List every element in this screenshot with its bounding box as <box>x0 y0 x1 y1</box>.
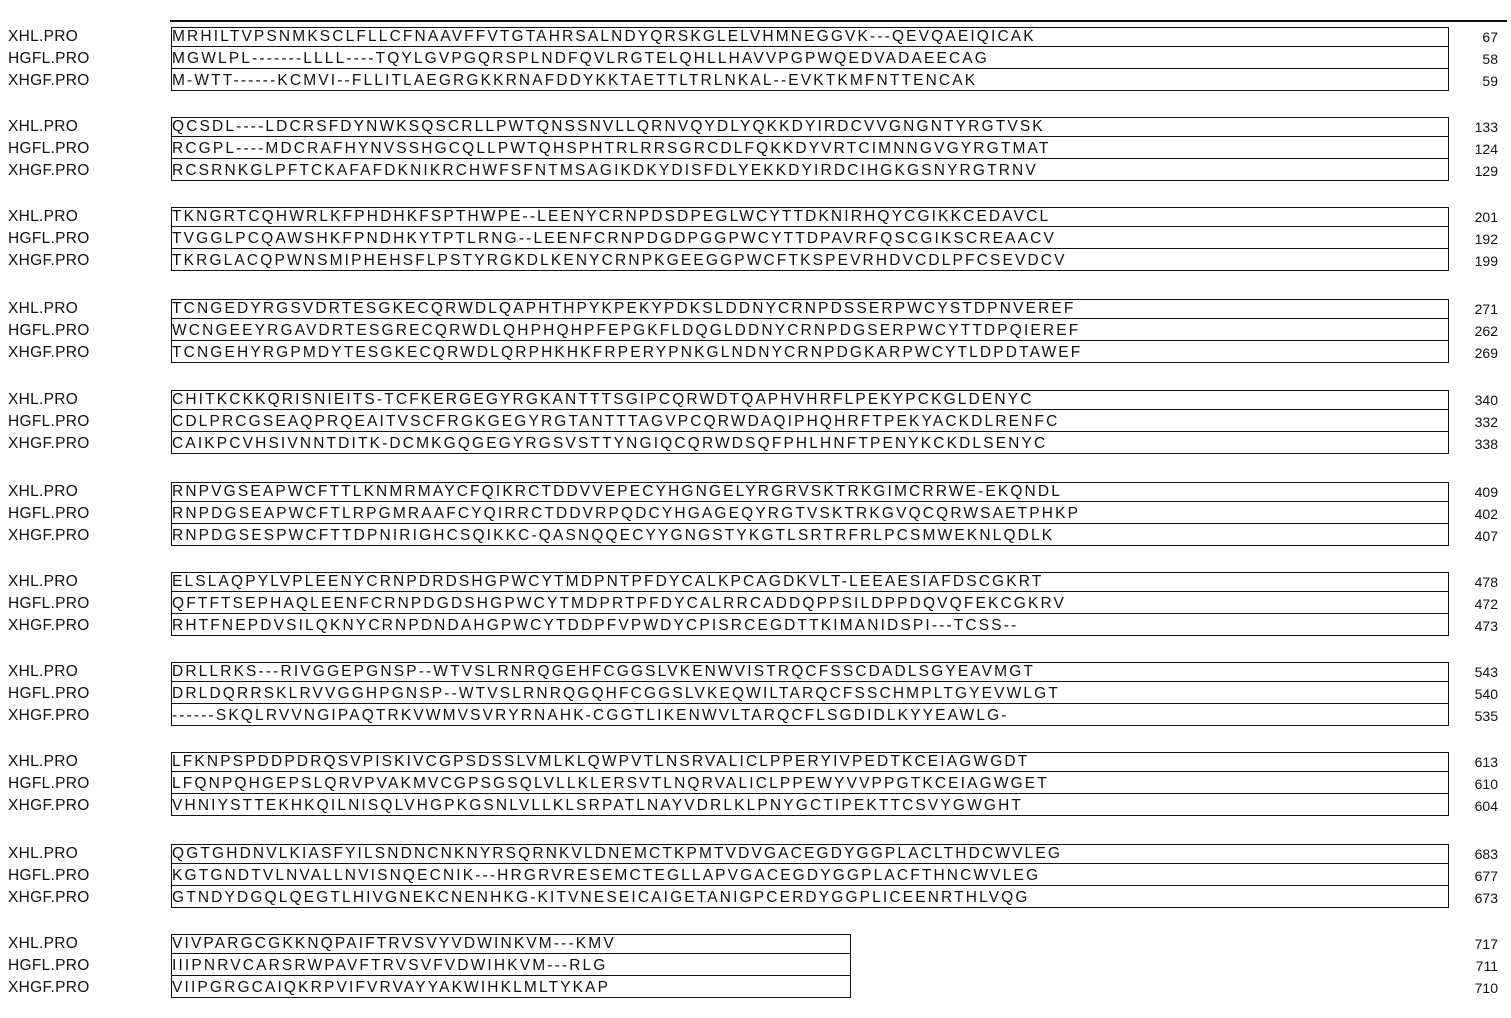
sequence-name: XHL.PRO <box>8 573 79 590</box>
alignment-block <box>0 389 1511 459</box>
sequence-residues: MGWLPL-------LLLL----TQYLGVPGQRSPLNDFQVLRGTELQHLLHAVVPGPWQEDVADAEECAG <box>172 50 989 67</box>
residue-end-number: 129 <box>1474 163 1498 179</box>
residue-end-number: 59 <box>1482 73 1498 89</box>
alignment-row-xhl <box>0 933 1511 955</box>
sequence-name: XHGF.PRO <box>8 344 90 361</box>
sequence-name: XHL.PRO <box>8 753 79 770</box>
sequence-residues: RNPDGSESPWCFTTDPNIRIGHCSQIKKC-QASNQQECYYGNGSTYKGTLSRTRFRLPCSMWEKNLQDLK <box>172 527 1055 544</box>
residue-end-number: 683 <box>1474 846 1498 862</box>
sequence-residues: RHTFNEPDVSILQKNYCRNPDNDAHGPWCYTDDPFVPWDYCPISRCEGDTTKIMANIDSPI---TCSS-- <box>172 617 1019 634</box>
alignment-row-xhgf <box>0 795 1511 817</box>
residue-end-number: 271 <box>1474 301 1498 317</box>
sequence-residues: ELSLAQPYLVPLEENYCRNPDRDSHGPWCYTMDPNTPFDYCALKPCAGDKVLT-LEEAESIAFDSCGKRT <box>172 573 1044 590</box>
sequence-name: HGFL.PRO <box>8 230 90 247</box>
alignment-row-hgfl <box>0 411 1511 433</box>
residue-end-number: 717 <box>1474 936 1498 952</box>
residue-end-number: 711 <box>1475 958 1498 974</box>
sequence-residues: VIVPARGCGKKNQPAIFTRVSVYVDWINKVM---KMV <box>172 935 616 952</box>
residue-end-number: 472 <box>1474 596 1498 612</box>
alignment-row-xhl <box>0 571 1511 593</box>
sequence-residues: TKNGRTCQHWRLKFPHDHKFSPTHWPE--LEENYCRNPDSDPEGLWCYTTDKNIRHQYCGIKKCEDAVCL <box>172 208 1051 225</box>
alignment-block <box>0 206 1511 276</box>
sequence-name: HGFL.PRO <box>8 595 90 612</box>
residue-end-number: 473 <box>1474 618 1498 634</box>
alignment-row-hgfl <box>0 320 1511 342</box>
residue-end-number: 673 <box>1474 890 1498 906</box>
residue-end-number: 67 <box>1482 29 1498 45</box>
sequence-name: XHL.PRO <box>8 663 79 680</box>
alignment-row-xhl <box>0 26 1511 48</box>
residue-end-number: 58 <box>1482 51 1498 67</box>
residue-end-number: 201 <box>1474 209 1498 225</box>
alignment-row-xhl <box>0 843 1511 865</box>
residue-end-number: 199 <box>1474 253 1498 269</box>
alignment-block <box>0 933 1511 1003</box>
sequence-name: HGFL.PRO <box>8 413 90 430</box>
sequence-name: XHL.PRO <box>8 28 79 45</box>
residue-end-number: 269 <box>1474 345 1498 361</box>
sequence-residues: QGTGHDNVLKIASFYILSNDNCNKNYRSQRNKVLDNEMCTKPMTVDVGACEGDYGGPLACLTHDCWVLEG <box>172 845 1063 862</box>
sequence-name: XHGF.PRO <box>8 979 90 996</box>
alignment-block <box>0 26 1511 96</box>
alignment-row-xhl <box>0 481 1511 503</box>
alignment-row-xhl <box>0 116 1511 138</box>
sequence-name: XHGF.PRO <box>8 617 90 634</box>
alignment-row-xhl <box>0 661 1511 683</box>
sequence-residues: RCSRNKGLPFTCKAFAFDKNIKRCHWFSFNTMSAGIKDKYDISFDLYEKKDYIRDCIHGKGSNYRGTRNV <box>172 162 1038 179</box>
sequence-name: XHL.PRO <box>8 483 79 500</box>
sequence-residues: MRHILTVPSNMKSCLFLLCFNAAVFFVTGTAHRSALNDYQRSKGLELVHMNEGGVK---QEVQAEIQICAK <box>172 28 1036 45</box>
residue-end-number: 407 <box>1474 528 1498 544</box>
sequence-name: XHGF.PRO <box>8 435 90 452</box>
sequence-residues: GTNDYDGQLQEGTLHIVGNEKCNENHKG-KITVNESEICAIGETANIGPCERDYGGPLICEENRTHLVQG <box>172 889 1030 906</box>
alignment-row-xhgf <box>0 70 1511 92</box>
sequence-residues: KGTGNDTVLNVALLNVISNQECNIK---HRGRVRESEMCTEGLLAPVGACEGDYGGPLACFTHNCWVLEG <box>172 867 1041 884</box>
residue-end-number: 478 <box>1474 574 1498 590</box>
alignment-block <box>0 298 1511 368</box>
residue-end-number: 540 <box>1474 686 1498 702</box>
residue-end-number: 402 <box>1474 506 1498 522</box>
alignment-row-hgfl <box>0 593 1511 615</box>
sequence-residues: CHITKCKKQRISNIEITS-TCFKERGEGYRGKANTTTSGIPCQRWDTQAPHVHRFLPEKYPCKGLDENYC <box>172 391 1034 408</box>
sequence-name: HGFL.PRO <box>8 867 90 884</box>
sequence-residues: TVGGLPCQAWSHKFPNDHKYTPTLRNG--LEENFCRNPDGDPGGPWCYTTDPAVRFQSCGIKSCREAACV <box>172 230 1056 247</box>
sequence-name: HGFL.PRO <box>8 685 90 702</box>
alignment-row-hgfl <box>0 138 1511 160</box>
sequence-residues: QCSDL----LDCRSFDYNWKSQSCRLLPWTQNSSNVLLQRNVQYDLYQKKDYIRDCVVGNGNTYRGTVSK <box>172 118 1045 135</box>
sequence-name: XHL.PRO <box>8 845 79 862</box>
sequence-residues: TKRGLACQPWNSMIPHEHSFLPSTYRGKDLKENYCRNPKGEEGGPWCFTKSPEVRHDVCDLPFCSEVDCV <box>172 252 1067 269</box>
alignment-row-xhl <box>0 298 1511 320</box>
residue-end-number: 124 <box>1474 141 1498 157</box>
alignment-row-xhgf <box>0 977 1511 999</box>
alignment-block <box>0 661 1511 731</box>
residue-end-number: 340 <box>1474 392 1498 408</box>
sequence-residues: WCNGEEYRGAVDRTESGRECQRWDLQHPHQHPFEPGKFLDQGLDDNYCRNPDGSERPWCYTTDPQIEREF <box>172 322 1081 339</box>
sequence-residues: CDLPRCGSEAQPRQEAITVSCFRGKGEGYRGTANTTTAGVPCQRWDAQIPHQHRFTPEKYACKDLRENFC <box>172 413 1060 430</box>
sequence-residues: LFKNPSPDDPDRQSVPISKIVCGPSDSSLVMLKLQWPVTLNSRVALICLPPERYIVPEDTKCEIAGWGDT <box>172 753 1030 770</box>
alignment-row-hgfl <box>0 683 1511 705</box>
sequence-residues: TCNGEHYRGPMDYTESGKECQRWDLQRPHKHKFRPERYPNKGLNDNYCRNPDGKARPWCYTLDPDTAWEF <box>172 344 1083 361</box>
residue-end-number: 604 <box>1474 798 1498 814</box>
alignment-block <box>0 481 1511 551</box>
alignment-row-xhl <box>0 751 1511 773</box>
residue-end-number: 535 <box>1474 708 1498 724</box>
sequence-name: HGFL.PRO <box>8 957 90 974</box>
residue-end-number: 543 <box>1474 664 1498 680</box>
residue-end-number: 677 <box>1474 868 1498 884</box>
sequence-name: XHL.PRO <box>8 208 79 225</box>
alignment-row-hgfl <box>0 48 1511 70</box>
alignment-block <box>0 571 1511 641</box>
sequence-residues: DRLDQRRSKLRVVGGHPGNSP--WTVSLRNRQGQHFCGGSLVKEQWILTARQCFSSCHMPLTGYEVWLGT <box>172 685 1060 702</box>
sequence-name: XHL.PRO <box>8 935 79 952</box>
alignment-row-xhl <box>0 206 1511 228</box>
sequence-name: HGFL.PRO <box>8 50 90 67</box>
sequence-residues: M-WTT------KCMVI--FLLITLAEGRGKKRNAFDDYKKTAETTLTRLNKAL--EVKTKMFNTTENCAK <box>172 72 978 89</box>
residue-end-number: 338 <box>1474 436 1498 452</box>
sequence-name: HGFL.PRO <box>8 140 90 157</box>
residue-end-number: 133 <box>1474 119 1498 135</box>
sequence-name: XHGF.PRO <box>8 707 90 724</box>
residue-end-number: 332 <box>1474 414 1498 430</box>
residue-end-number: 192 <box>1474 231 1498 247</box>
sequence-name: XHL.PRO <box>8 118 79 135</box>
alignment-row-xhgf <box>0 160 1511 182</box>
sequence-name: XHGF.PRO <box>8 527 90 544</box>
alignment-row-xhgf <box>0 433 1511 455</box>
sequence-name: XHGF.PRO <box>8 162 90 179</box>
sequence-name: HGFL.PRO <box>8 505 90 522</box>
sequence-residues: QFTFTSEPHAQLEENFCRNPDGDSHGPWCYTMDPRTPFDYCALRRCADDQPPSILDPPDQVQFEKCGKRV <box>172 595 1067 612</box>
residue-end-number: 710 <box>1474 980 1498 996</box>
sequence-residues: VHNIYSTTEKHKQILNISQLVHGPKGSNLVLLKLSRPATLNAYVDRLKLPNYGCTIPEKTTCSVYGWGHT <box>172 797 1024 814</box>
alignment-row-xhgf <box>0 705 1511 727</box>
alignment-block <box>0 751 1511 821</box>
alignment-row-xhgf <box>0 342 1511 364</box>
alignment-block <box>0 843 1511 913</box>
sequence-name: XHGF.PRO <box>8 252 90 269</box>
alignment-row-hgfl <box>0 865 1511 887</box>
sequence-name: XHGF.PRO <box>8 797 90 814</box>
alignment-row-xhgf <box>0 615 1511 637</box>
sequence-name: XHGF.PRO <box>8 889 90 906</box>
sequence-residues: VIIPGRGCAIQKRPVIFVRVAYYAKWIHKLMLTYKAP <box>172 979 611 996</box>
alignment-row-hgfl <box>0 228 1511 250</box>
sequence-residues: RNPDGSEAPWCFTLRPGMRAAFCYQIRRCTDDVRPQDCYHGAGEQYRGTVSKTRKGVQCQRWSAETPHKP <box>172 505 1081 522</box>
alignment-row-xhgf <box>0 887 1511 909</box>
sequence-name: HGFL.PRO <box>8 322 90 339</box>
sequence-name: XHGF.PRO <box>8 72 90 89</box>
sequence-name: XHL.PRO <box>8 391 79 408</box>
alignment-block <box>0 116 1511 186</box>
alignment-row-xhgf <box>0 250 1511 272</box>
residue-end-number: 262 <box>1474 323 1498 339</box>
sequence-name: HGFL.PRO <box>8 775 90 792</box>
alignment-row-hgfl <box>0 955 1511 977</box>
residue-end-number: 409 <box>1474 484 1498 500</box>
sequence-residues: LFQNPQHGEPSLQRVPVAKMVCGPSGSQLVLLKLERSVTLNQRVALICLPPEWYVVPPGTKCEIAGWGET <box>172 775 1049 792</box>
sequence-residues: ------SKQLRVVNGIPAQTRKVWMVSVRYRNAHK-CGGTLIKENWVLTARQCFLSGDIDLKYYEAWLG- <box>172 707 1009 724</box>
alignment-row-xhl <box>0 389 1511 411</box>
sequence-residues: RCGPL----MDCRAFHYNVSSHGCQLLPWTQHSPHTRLRRSGRCDLFQKKDYVRTCIMNNGVGYRGTMAT <box>172 140 1051 157</box>
residue-end-number: 610 <box>1474 776 1498 792</box>
sequence-name: XHL.PRO <box>8 300 79 317</box>
alignment-row-hgfl <box>0 503 1511 525</box>
sequence-residues: RNPVGSEAPWCFTTLKNMRMAYCFQIKRCTDDVVEPECYHGNGELYRGRVSKTRKGIMCRRWE-EKQNDL <box>172 483 1062 500</box>
residue-end-number: 613 <box>1474 754 1498 770</box>
sequence-residues: IIIPNRVCARSRWPAVFTRVSVFVDWIHKVM---RLG <box>172 957 608 974</box>
sequence-residues: DRLLRKS---RIVGGEPGNSP--WTVSLRNRQGEHFCGGSLVKENWVISTRQCFSSCDADLSGYEAVMGT <box>172 663 1036 680</box>
alignment-row-hgfl <box>0 773 1511 795</box>
sequence-residues: CAIKPCVHSIVNNTDITK-DCMKGQGEGYRGSVSTTYNGIQCQRWDSQFPHLHNFTPENYKCKDLSENYC <box>172 435 1048 452</box>
sequence-residues: TCNGEDYRGSVDRTESGKECQRWDLQAPHTHPYKPEKYPDKSLDDNYCRNPDSSERPWCYSTDPNVEREF <box>172 300 1076 317</box>
alignment-row-xhgf <box>0 525 1511 547</box>
